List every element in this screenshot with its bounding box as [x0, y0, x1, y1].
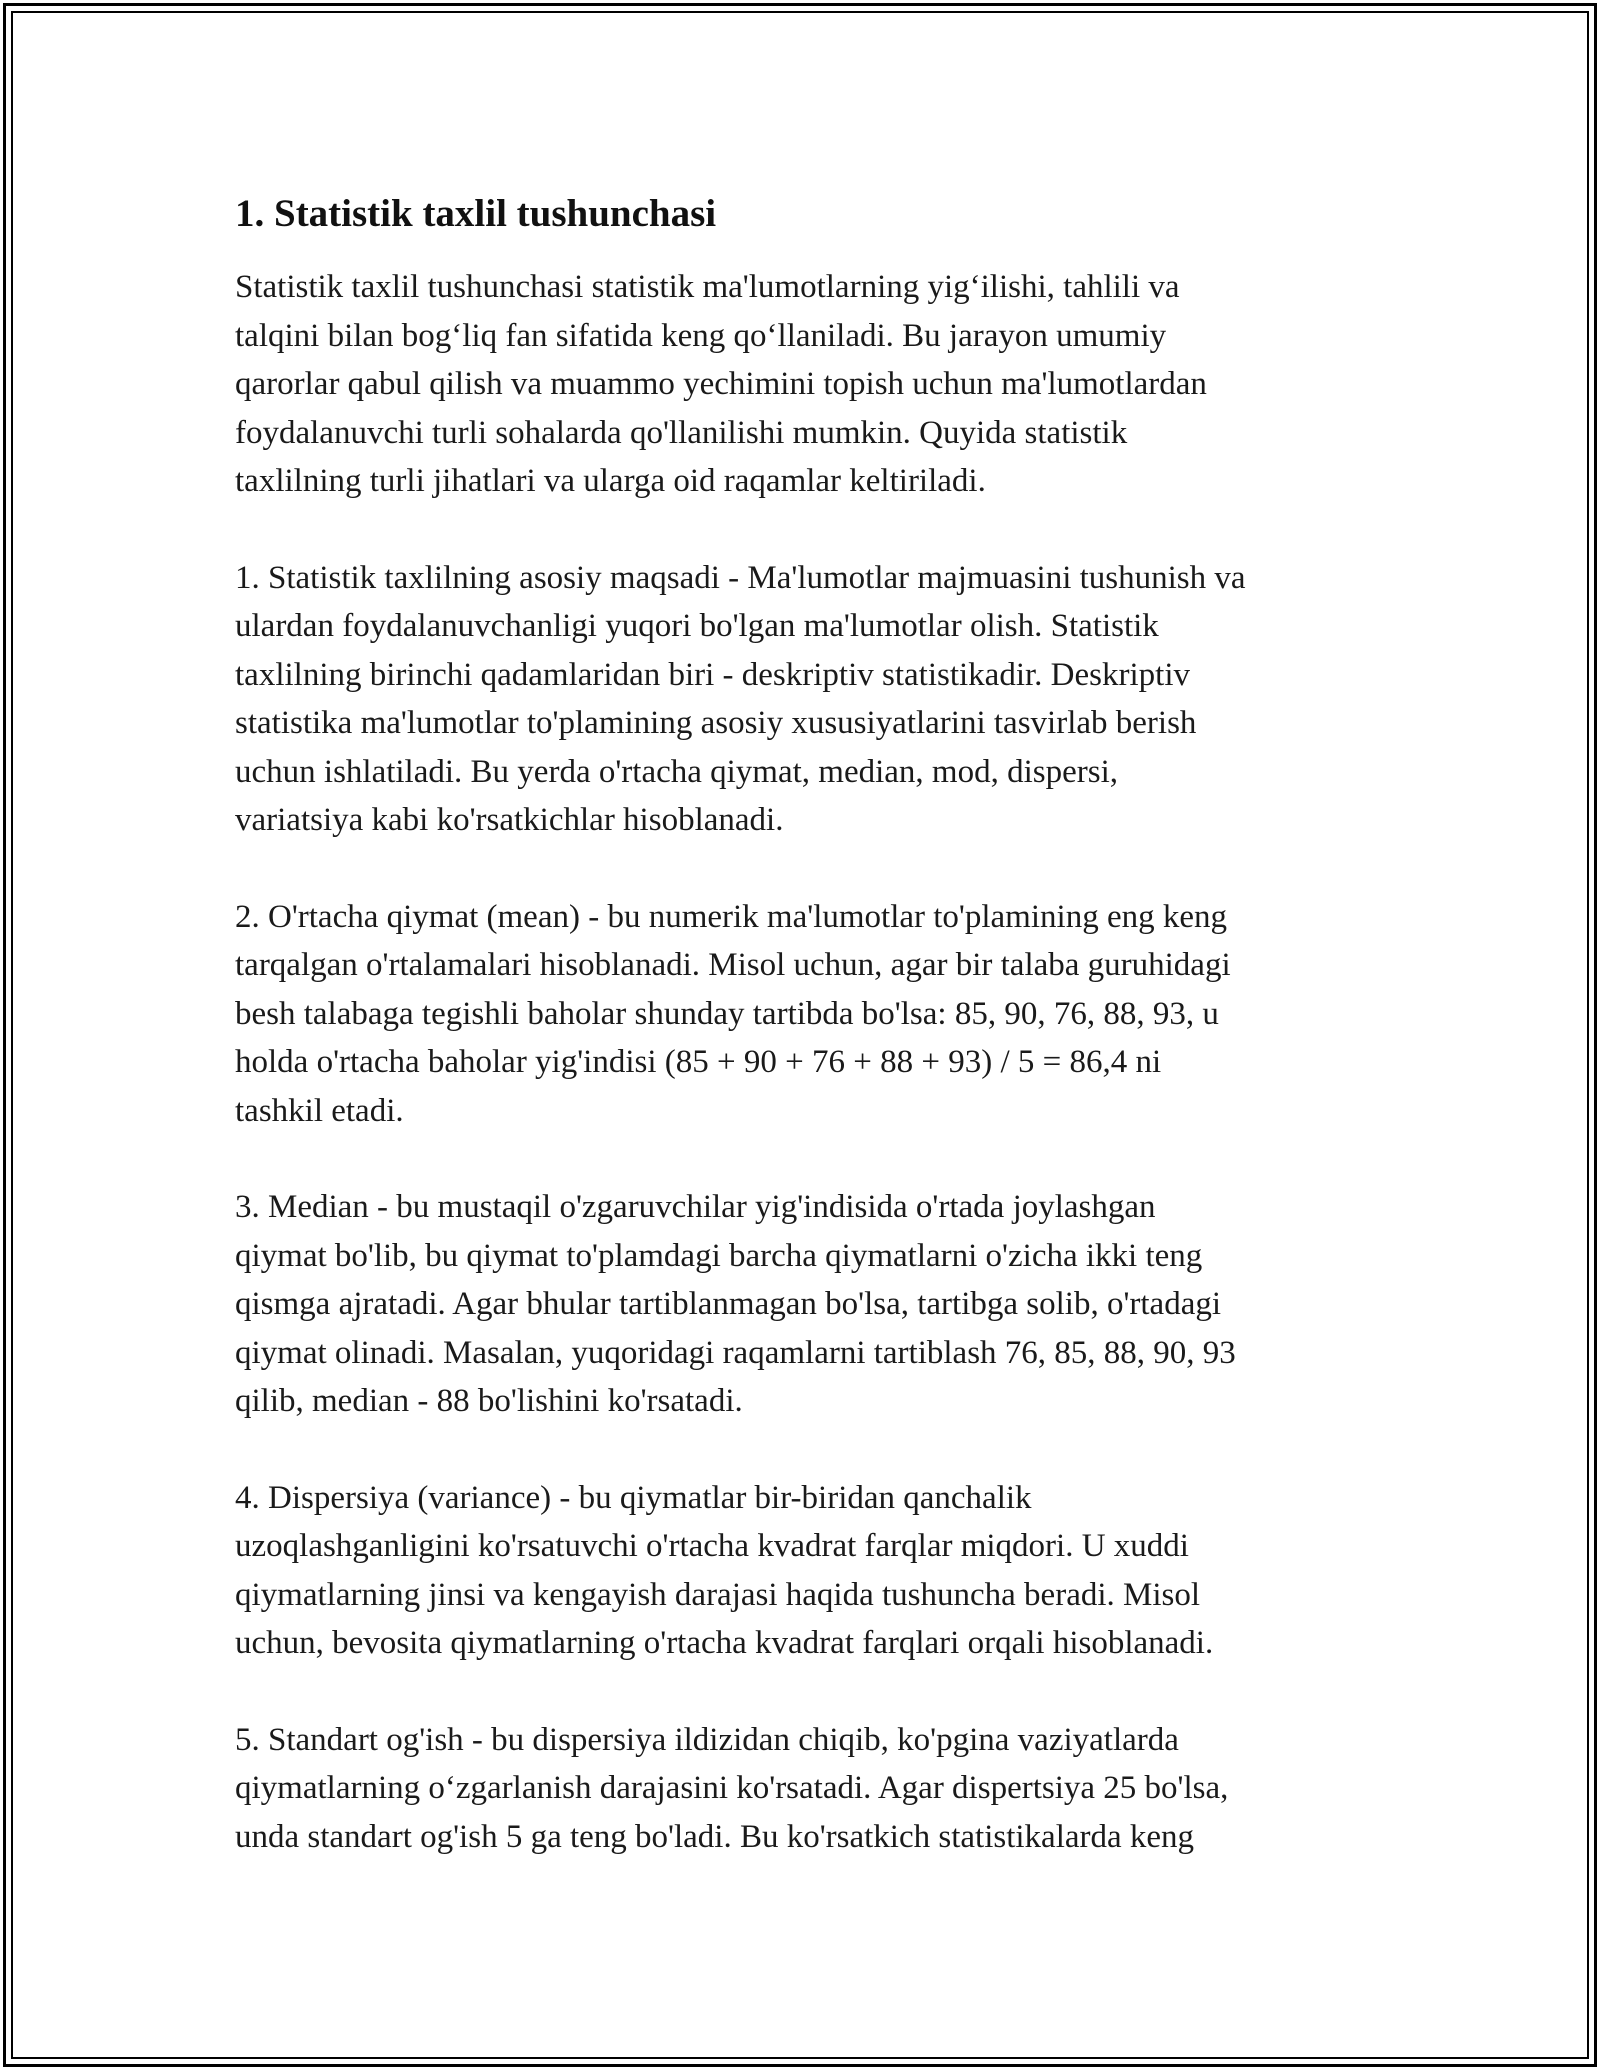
text-line: qarorlar qabul qilish va muammo yechimini topish uchun ma'lumotlardan [235, 366, 1207, 402]
text-line: 4. Dispersiya (variance) - bu qiymatlar bir-biridan qanchalik [235, 1479, 1032, 1516]
paragraph [235, 1716, 1375, 1862]
text-line: besh talabaga tegishli baholar shunday tartibda bo'lsa: 85, 90, 76, 88, 93, u [235, 995, 1219, 1032]
text-line: 1. Statistik taxlilning asosiy maqsadi - Ma'lumotlar majmuasini tushunish va [235, 559, 1246, 596]
text-line: qiymat olinadi. Masalan, yuqoridagi raqamlarni tartiblash 76, 85, 88, 90, 93 [235, 1334, 1236, 1371]
text-line: qiymatlarning jinsi va kengayish darajasi haqida tushuncha beradi. Misol [235, 1576, 1201, 1613]
text-line: qiymatlarning o‘zgarlanish darajasini ko'rsatadi. Agar dispertsiya 25 bo'lsa, [235, 1770, 1229, 1806]
text-line: variatsiya kabi ko'rsatkichlar hisoblanadi. [235, 802, 784, 838]
text-line: qiymat bo'lib, bu qiymat to'plamdagi barcha qiymatlarni o'zicha ikki teng [235, 1237, 1203, 1274]
paragraph [235, 893, 1375, 1136]
paragraph [235, 1474, 1375, 1668]
text-line: tarqalgan o'rtalamalari hisoblanadi. Misol uchun, agar bir talaba guruhidagi [235, 947, 1231, 983]
paragraph [235, 263, 1375, 506]
text-line: statistika ma'lumotlar to'plamining asosiy xususiyatlarini tasvirlab berish [235, 705, 1197, 741]
text-line: uchun, bevosita qiymatlarning o'rtacha kvadrat farqlari orqali hisoblanadi. [235, 1625, 1214, 1661]
text-line: talqini bilan bog‘liq fan sifatida keng qo‘llaniladi. Bu jarayon umumiy [235, 317, 1167, 354]
text-line: tashkil etadi. [235, 1092, 404, 1129]
text-line: uchun ishlatiladi. Bu yerda o'rtacha qiymat, median, mod, dispersi, [235, 753, 1118, 790]
document-body [235, 185, 1375, 1909]
text-line: unda standart og'ish 5 ga teng bo'ladi. Bu ko'rsatkich statistikalarda keng [235, 1818, 1195, 1855]
text-line: 3. Median - bu mustaqil o'zgaruvchilar yig'indisida o'rtada joylashgan [235, 1189, 1156, 1225]
text-line: taxlilning birinchi qadamlaridan biri - deskriptiv statistikadir. Deskriptiv [235, 656, 1190, 693]
text-line: qilib, median - 88 bo'lishini ko'rsatadi. [235, 1383, 743, 1419]
text-line: taxlilning turli jihatlari va ularga oid raqamlar keltiriladi. [235, 463, 986, 499]
text-line: ulardan foydalanuvchanligi yuqori bo'lgan ma'lumotlar olish. Statistik [235, 608, 1159, 644]
text-line: 2. O'rtacha qiymat (mean) - bu numerik ma'lumotlar to'plamining eng keng [235, 898, 1227, 935]
paragraph [235, 1183, 1375, 1426]
text-line: uzoqlashganligini ko'rsatuvchi o'rtacha kvadrat farqlar miqdori. U xuddi [235, 1528, 1189, 1564]
text-line: qismga ajratadi. Agar bhular tartiblanmagan bo'lsa, tartibga solib, o'rtadagi [235, 1286, 1222, 1322]
text-line: holda o'rtacha baholar yig'indisi (85 + 90 + 76 + 88 + 93) / 5 = 86,4 ni [235, 1044, 1162, 1080]
paragraph-list [235, 263, 1375, 1861]
section-heading: 1. Statistik taxlil tushunchasi [235, 192, 717, 235]
text-line: Statistik taxlil tushunchasi statistik ma'lumotlarning yig‘ilishi, tahlili va [235, 269, 1180, 305]
text-line: 5. Standart og'ish - bu dispersiya ildizidan chiqib, ko'pgina vaziyatlarda [235, 1721, 1179, 1758]
text-line: foydalanuvchi turli sohalarda qo'llanilishi mumkin. Quyida statistik [235, 414, 1128, 451]
paragraph [235, 554, 1375, 845]
